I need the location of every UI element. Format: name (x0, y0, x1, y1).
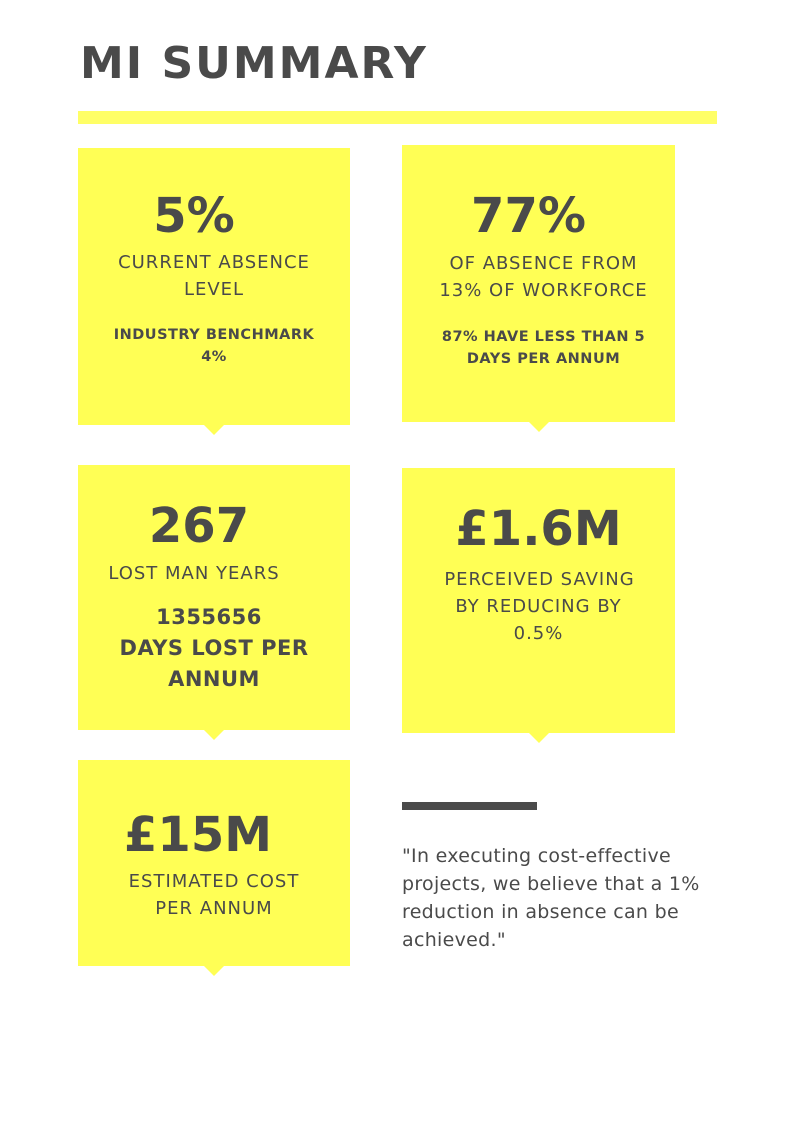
card-perceived-saving (402, 468, 675, 733)
card-lost-man-years (78, 465, 350, 730)
man-years-value: 267 (148, 498, 250, 554)
card-pointer (204, 425, 224, 435)
concentration-value: 77% (471, 188, 586, 244)
card-current-absence (78, 148, 350, 425)
card-pointer (529, 422, 549, 432)
page-title: MI SUMMARY (80, 38, 428, 89)
quote-text: "In executing cost-effective projects, we believe that a 1% reduction in absence can be achieved." (402, 845, 700, 951)
days-lost-line3: ANNUM (168, 667, 260, 691)
days-lost-line2: DAYS LOST PER (119, 636, 309, 660)
card-pointer (529, 733, 549, 743)
benchmark-line1: INDUSTRY BENCHMARK (113, 327, 315, 343)
concentration-label-line1: OF ABSENCE FROM (449, 253, 638, 274)
quote-divider (402, 802, 537, 810)
concentration-sub-line2: DAYS PER ANNUM (466, 351, 621, 367)
cost-label-line1: ESTIMATED COST (128, 871, 300, 892)
absence-value: 5% (153, 188, 235, 244)
title-underline (78, 111, 717, 124)
man-years-label: LOST MAN YEARS (108, 563, 280, 584)
card-estimated-cost (78, 760, 350, 966)
cost-label-line2: PER ANNUM (155, 898, 273, 919)
benchmark-line2: 4% (201, 349, 227, 365)
concentration-label-line2: 13% OF WORKFORCE (439, 280, 648, 301)
card-absence-concentration (402, 145, 675, 422)
saving-value: £1.6M (455, 501, 622, 557)
saving-label-line3: 0.5% (513, 623, 564, 644)
days-lost-number: 1355656 (156, 605, 262, 629)
concentration-sub-line1: 87% HAVE LESS THAN 5 (441, 329, 646, 345)
card-pointer (204, 966, 224, 976)
absence-label-line1: CURRENT ABSENCE (118, 252, 310, 273)
saving-label-line1: PERCEIVED SAVING (444, 569, 635, 590)
card-pointer (204, 730, 224, 740)
saving-label-line2: BY REDUCING BY (455, 596, 622, 617)
cost-value: £15M (124, 807, 272, 863)
absence-label-line2: LEVEL (183, 279, 245, 300)
